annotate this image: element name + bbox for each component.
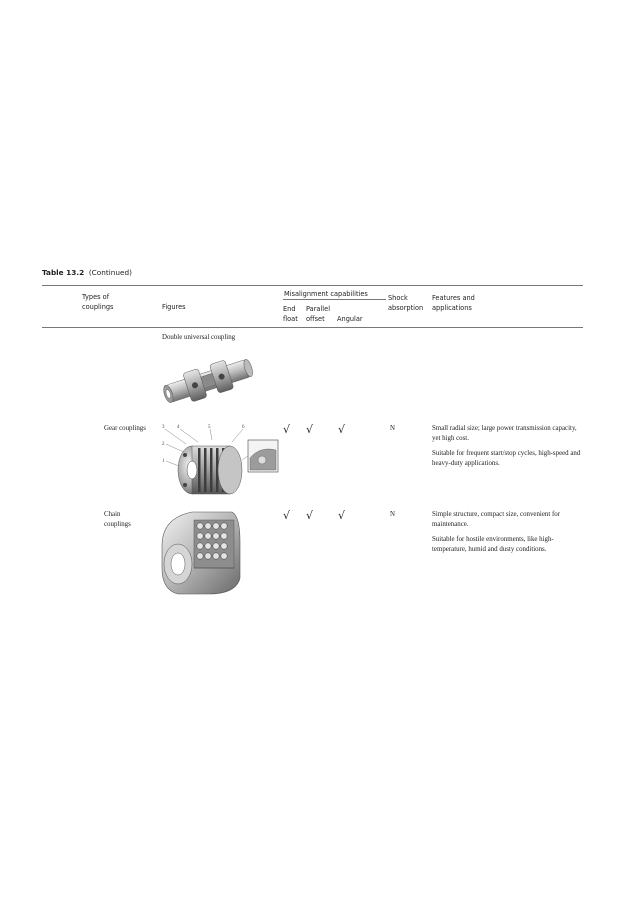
header-misalignment: Misalignment capabilities bbox=[284, 290, 368, 298]
gear-end-float-check: √ bbox=[283, 423, 291, 436]
callout-6: 6 bbox=[242, 425, 245, 430]
table-number: Table 13.2 bbox=[42, 268, 85, 277]
gear-shock-absorption: N bbox=[390, 425, 395, 432]
chain-shock-absorption: N bbox=[390, 511, 395, 518]
gear-features bbox=[432, 424, 584, 474]
chain-features-p1: Simple structure, compact size, convenient for maintenance. bbox=[432, 511, 561, 528]
table-top-rule bbox=[42, 285, 583, 286]
callout-1: 1 bbox=[162, 459, 165, 464]
callout-2: 2 bbox=[162, 442, 165, 447]
chain-end-float-check: √ bbox=[283, 509, 291, 522]
chain-features bbox=[432, 510, 584, 560]
gear-features-p1: Small radial size; large power transmission capacity, yet high cost. bbox=[432, 425, 577, 442]
header-types: Types of couplings bbox=[82, 293, 114, 311]
header-parallel-offset: Parallel offset bbox=[306, 305, 331, 323]
callout-5: 5 bbox=[208, 425, 211, 430]
callout-3: 3 bbox=[162, 425, 165, 430]
header-end-float: End float bbox=[283, 305, 298, 323]
header-features: Features and applications bbox=[432, 294, 475, 312]
chain-parallel-offset-check: √ bbox=[306, 509, 314, 522]
callout-4: 4 bbox=[177, 425, 180, 430]
gear-parallel-offset-check: √ bbox=[306, 423, 314, 436]
header-shock: Shock absorption bbox=[388, 294, 424, 312]
table-caption-suffix: (Continued) bbox=[88, 268, 132, 277]
header-angular: Angular bbox=[337, 315, 363, 323]
row-type-gear-couplings: Gear couplings bbox=[104, 425, 146, 432]
table-caption bbox=[42, 268, 132, 277]
chain-coupling-figure bbox=[158, 506, 242, 598]
header-figures: Figures bbox=[162, 303, 186, 311]
row-type-chain-couplings: Chain couplings bbox=[104, 511, 131, 528]
double-universal-coupling-figure bbox=[158, 342, 258, 412]
misalignment-rule bbox=[283, 299, 386, 300]
gear-angular-check: √ bbox=[338, 423, 346, 436]
gear-coupling-figure bbox=[150, 420, 280, 498]
chain-angular-check: √ bbox=[338, 509, 346, 522]
figure-caption-double-universal: Double universal coupling bbox=[162, 334, 236, 341]
gear-features-p2: Suitable for frequent start/stop cycles, high-speed and heavy-duty applications. bbox=[432, 450, 581, 467]
header-bottom-rule bbox=[42, 327, 583, 328]
chain-features-p2: Suitable for hostile environments, like high-temperature, humid and dusty conditions. bbox=[432, 536, 554, 553]
